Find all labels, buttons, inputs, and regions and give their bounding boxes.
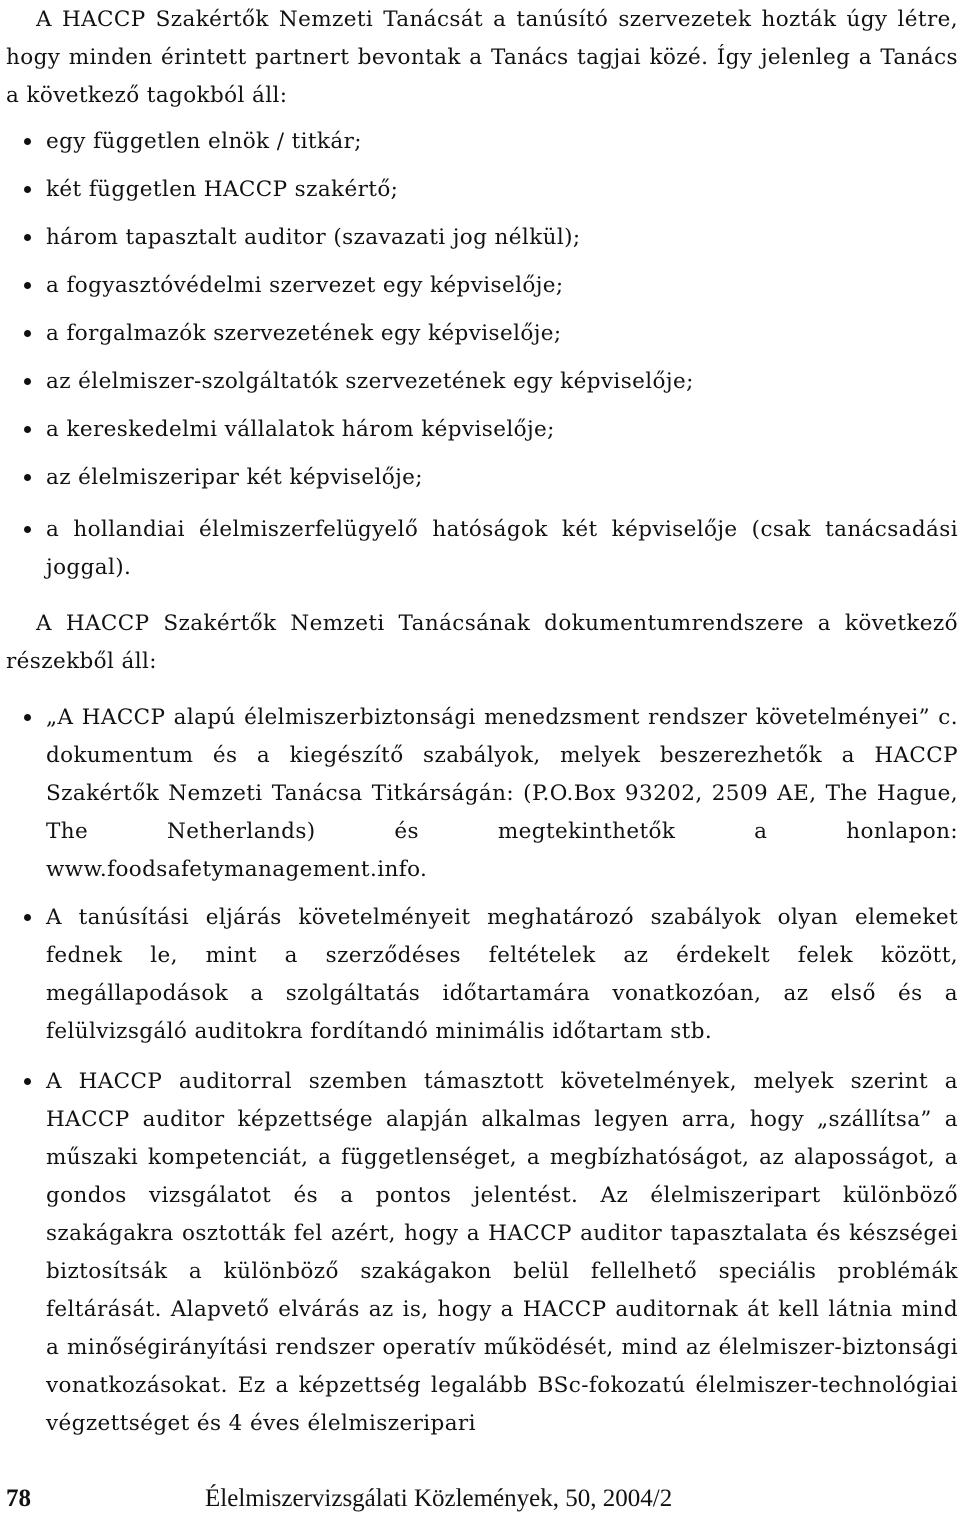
documentation-intro-paragraph: A HACCP Szakértők Nemzeti Tanácsának dokumentumrendszere a következő részekből áll: (6, 611, 958, 674)
list-item: az élelmiszeripar két képviselője; (6, 459, 958, 497)
list-item: három tapasztalt auditor (szavazati jog nélkül); (6, 219, 958, 257)
list-item: A tanúsítási eljárás követelményeit meghatározó szabályok olyan elemeket fednek le, mint a szerződéses feltételek az érdekelt felek között, megállapodások a szolgáltatás időtartamára vonatkozóan, az első és a felülvizsgáló auditokra fordítandó minimális időtartam stb. (6, 899, 958, 1051)
documentation-list (6, 699, 958, 1443)
bullet-icon (24, 330, 31, 337)
list-item: az élelmiszer-szolgáltatók szervezetének egy képviselője; (6, 363, 958, 401)
bullet-icon (24, 474, 31, 481)
list-item: a fogyasztóvédelmi szervezet egy képviselője; (6, 267, 958, 305)
journal-citation: Élelmiszervizsgálati Közlemények, 50, 2004/2 (205, 1485, 673, 1512)
list-item: két független HACCP szakértő; (6, 171, 958, 209)
page-footer (0, 1482, 960, 1518)
list-item: „A HACCP alapú élelmiszerbiztonsági menedzsment rendszer követelményei” c. dokumentum és a kiegészítő szabályok, melyek beszerezhetők a HACCP Szakértők Nemzeti Tanácsa Titkárságán: (P.O.Box 93202, 2509 AE, The Hague, The Netherlands) és megtekinthetők a honlapon: www.foodsafetymanagement.info. (6, 699, 958, 889)
council-members-list (6, 123, 958, 587)
bullet-icon (24, 914, 31, 921)
bullet-icon (24, 234, 31, 241)
bullet-icon (24, 138, 31, 145)
page-number: 78 (6, 1485, 31, 1512)
list-item: a forgalmazók szervezetének egy képviselője; (6, 315, 958, 353)
intro-paragraph: A HACCP Szakértők Nemzeti Tanácsát a tanúsító szervezetek hozták úgy létre, hogy minden érintett partnert bevontak a Tanács tagjai közé. Így jelenleg a Tanács a következő tagokból áll: (6, 7, 958, 108)
bullet-icon (24, 186, 31, 193)
document-page (6, 0, 958, 1443)
bullet-icon (24, 1078, 31, 1085)
bullet-icon (24, 378, 31, 385)
bullet-icon (24, 426, 31, 433)
bullet-icon (24, 526, 31, 533)
list-item: A HACCP auditorral szemben támasztott követelmények, melyek szerint a HACCP auditor képzettsége alapján alkalmas legyen arra, hogy „szállítsa” a műszaki kompetenciát, a függetlenséget, a megbízhatóságot, az alaposságot, a gondos vizsgálatot és a pontos jelentést. Az élelmiszeripart különböző szakágakra osztották fel azért, hogy a HACCP auditor tapasztalata és készségei biztosítsák a különböző szakágakon belül fellelhető speciális problémák feltárását. Alapvető elvárás az is, hogy a HACCP auditornak át kell látnia mind a minőségirányítási rendszer operatív működését, mind az élelmiszer-biztonsági vonatkozásokat. Ez a képzettség legalább BSc-fokozatú élelmiszer-technológiai végzettséget és 4 éves élelmiszeripari (6, 1063, 958, 1443)
list-item: a kereskedelmi vállalatok három képviselője; (6, 411, 958, 449)
list-item: egy független elnök / titkár; (6, 123, 958, 161)
bullet-icon (24, 282, 31, 289)
list-item: a hollandiai élelmiszerfelügyelő hatóságok két képviselője (csak tanácsadási joggal). (6, 511, 958, 587)
bullet-icon (24, 714, 31, 721)
